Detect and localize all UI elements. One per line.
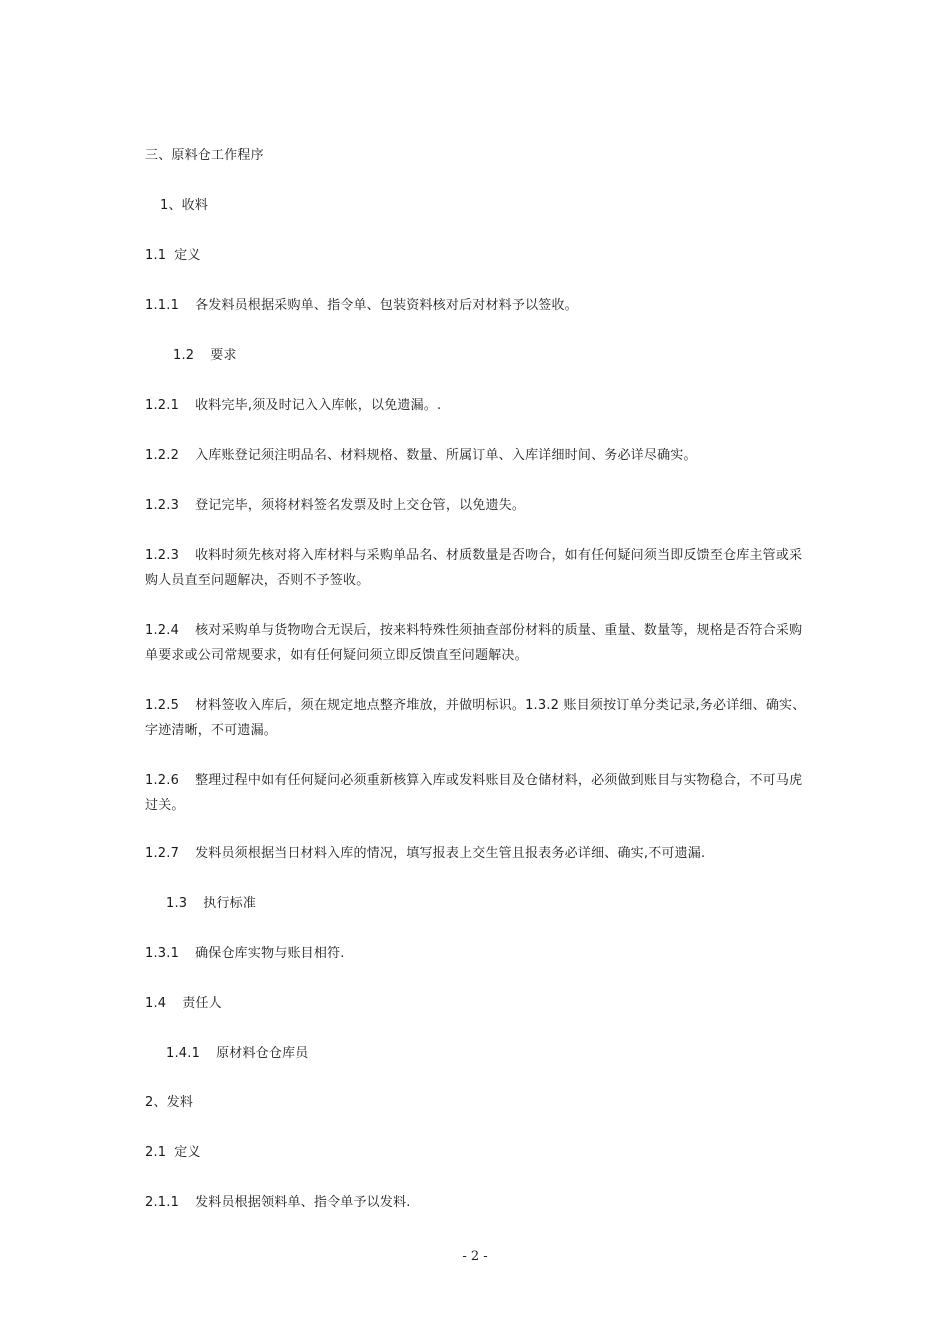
heading-1 (160, 193, 208, 218)
item-text: 入库账登记须注明品名、材料规格、数量、所属订单、入库详细时间、务必详尽确实。 (195, 448, 697, 463)
page-number: - 2 - (462, 1249, 488, 1264)
item-text: 收料完毕,须及时记入入库帐，以免遗漏。. (195, 398, 442, 413)
item-text: 责任人 (182, 996, 222, 1011)
item-number: 1.2 (173, 348, 195, 363)
item-number: 1、 (160, 198, 182, 213)
item-1-2-5 (145, 693, 810, 743)
heading-1-2 (173, 343, 237, 368)
item-text: 定义 (174, 248, 201, 263)
item-text: 各发料员根据采购单、指令单、包装资料核对后对材料予以签收。 (195, 298, 578, 313)
heading-2-1 (145, 1140, 201, 1165)
item-1-2-3 (145, 493, 525, 518)
item-text: 收料 (181, 198, 209, 213)
item-text: 发料员根据领料单、指令单予以发料. (195, 1195, 411, 1210)
heading-1-4 (145, 991, 222, 1016)
item-number: 1.2.2 (145, 448, 180, 463)
item-1-1-1 (145, 293, 578, 318)
item-number: 1.4 (145, 996, 167, 1011)
item-text: 收料时须先核对将入库材料与采购单品名、材质数量是否吻合，如有任何疑问须当即反馈至仓库主管或采购人员直至问题解决，否则不予签收。 (145, 548, 803, 588)
heading-2 (145, 1090, 193, 1115)
item-text: 确保仓库实物与账目相符. (195, 946, 345, 961)
item-number: 1.3.1 (145, 946, 180, 961)
item-1-2-4 (145, 618, 810, 668)
item-number: 1.1 (145, 248, 167, 263)
section-title: 三、原料仓工作程序 (145, 148, 264, 163)
item-text: 执行标准 (203, 896, 257, 911)
item-number: 1.3 (166, 896, 188, 911)
item-number: 1.2.1 (145, 398, 180, 413)
item-1-3-1 (145, 941, 345, 966)
item-1-2-1 (145, 393, 441, 418)
item-text: 材料签收入库后，须在规定地点整齐堆放，并做明标识。1.3.2 账目须按订单分类记录,务必详细、确实、字迹清晰，不可遗漏。 (145, 698, 806, 738)
item-number: 1.2.4 (145, 623, 180, 638)
item-1-2-3b (145, 543, 810, 593)
item-number: 2.1 (145, 1145, 167, 1160)
item-1-2-2 (145, 443, 697, 468)
item-text: 要求 (210, 348, 237, 363)
item-text: 整理过程中如有任何疑问必须重新核算入库或发料账目及仓储材料，必须做到账目与实物稳合，不可马虎过关。 (145, 773, 803, 813)
item-number: 1.2.6 (145, 773, 180, 788)
item-1-4-1 (166, 1041, 308, 1066)
item-1-2-7 (145, 841, 705, 866)
item-number: 2、 (145, 1095, 167, 1110)
item-2-1-1 (145, 1190, 411, 1215)
item-text: 登记完毕，须将材料签名发票及时上交仓管，以免遗失。 (195, 498, 526, 513)
item-text: 发料 (166, 1095, 194, 1110)
item-number: 1.2.7 (145, 846, 180, 861)
item-number: 1.2.5 (145, 698, 180, 713)
item-number: 1.4.1 (166, 1046, 201, 1061)
item-1-2-6 (145, 768, 810, 818)
heading-1-1 (145, 243, 201, 268)
heading-1-3 (166, 891, 256, 916)
item-number: 1.2.3 (145, 498, 180, 513)
item-number: 1.1.1 (145, 298, 180, 313)
item-text: 核对采购单与货物吻合无误后，按来料特殊性须抽查部份材料的质量、重量、数量等，规格是否符合采购单要求或公司常规要求，如有任何疑问须立即反馈直至问题解决。 (145, 623, 803, 663)
item-text: 定义 (174, 1145, 201, 1160)
item-number: 2.1.1 (145, 1195, 180, 1210)
item-text: 原材料仓仓库员 (216, 1046, 309, 1061)
item-number: 1.2.3 (145, 548, 180, 563)
item-text: 发料员须根据当日材料入库的情况，填写报表上交生管且报表务必详细、确实,不可遗漏. (195, 846, 706, 861)
